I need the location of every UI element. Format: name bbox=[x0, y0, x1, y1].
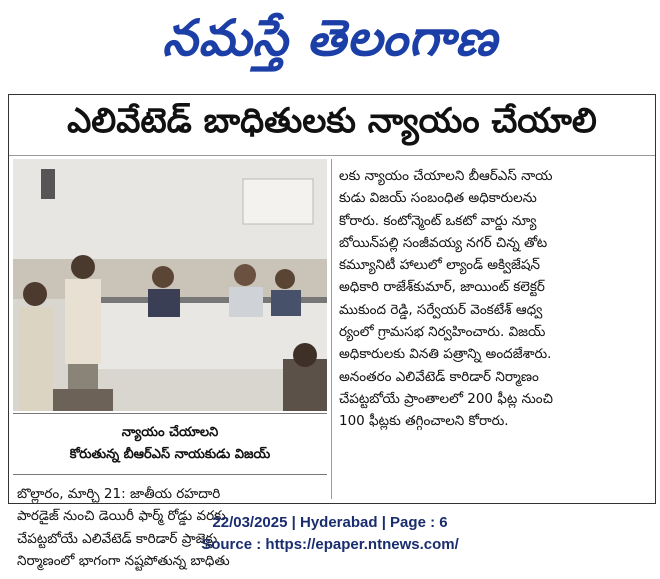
body-line: లకు న్యాయం చేయాలని బీఆర్ఎస్ నాయ bbox=[339, 168, 553, 184]
body-line: చేపట్టబోయే ప్రాంతాలలో 200 ఫీట్ల నుంచి bbox=[339, 390, 553, 407]
body-line: బోయిన్‌పల్లి సంజీవయ్య నగర్ చిన్న తోట bbox=[339, 234, 548, 251]
article-right-column bbox=[339, 165, 647, 433]
body-line: ముకుంద రెడ్డి, సర్వేయర్ వెంకటేశ్ ఆధ్వ bbox=[339, 301, 543, 318]
body-line: కుడు విజయ్ సంబంధిత అధికారులను bbox=[339, 190, 537, 207]
caption-line: కోరుతున్న బీఆర్ఎస్ నాయకుడు విజయ్ bbox=[69, 447, 271, 462]
body-line: అధికారి రాజేశ్‌కుమార్, జాయింట్ కలెక్టర్ bbox=[339, 279, 545, 296]
photo-caption bbox=[13, 413, 327, 475]
body-line: అధికారులకు వినతి పత్రాన్ని అందజేశారు. bbox=[339, 346, 552, 363]
body-line: 100 ఫీట్లకు తగ్గించాలని కోరారు. bbox=[339, 413, 509, 430]
masthead-title: నమస్తే తెలంగాణ bbox=[162, 8, 498, 67]
body-line: అనంతరం ఎలివేటెడ్ కారిడార్ నిర్మాణం bbox=[339, 368, 539, 385]
article-photo bbox=[13, 159, 327, 411]
body-line: పారడైజ్ నుంచి డెయిరీ ఫార్మ్ రోడ్డు వరకు bbox=[17, 508, 226, 525]
caption-line: న్యాయం చేయాలని bbox=[121, 425, 219, 440]
body-line: చేపట్టబోయే ఎలివేటెడ్ కారిడార్ ప్రాజెక్టు bbox=[17, 530, 218, 547]
footer-date-line: 22/03/2025 | Hyderabad | Page : 6 bbox=[212, 514, 448, 531]
body-line: కమ్యూనిటీ హాలులో ల్యాండ్ అక్విజేషన్ bbox=[339, 257, 541, 274]
headline-text: ఎలివేటెడ్ బాధితులకు న్యాయం చేయాలి bbox=[67, 101, 597, 141]
body-line: ర్యంలో గ్రామసభ నిర్వహించారు. విజయ్ bbox=[339, 324, 546, 341]
body-line: బొల్లారం, మార్చి 21: జాతీయ రహదారి bbox=[17, 486, 221, 502]
source-footer bbox=[0, 512, 660, 556]
body-line: నిర్మాణంలో భాగంగా నష్టపోతున్న బాధితు bbox=[17, 552, 230, 569]
article-headline bbox=[9, 95, 655, 156]
column-divider bbox=[331, 159, 332, 499]
body-line: కోరారు. కంటోన్మెంట్ ఒకటో వార్డు న్యూ bbox=[339, 212, 537, 229]
meeting-photo bbox=[13, 159, 327, 411]
newspaper-masthead bbox=[0, 0, 660, 88]
footer-source-line: Source : https://epaper.ntnews.com/ bbox=[201, 536, 459, 553]
